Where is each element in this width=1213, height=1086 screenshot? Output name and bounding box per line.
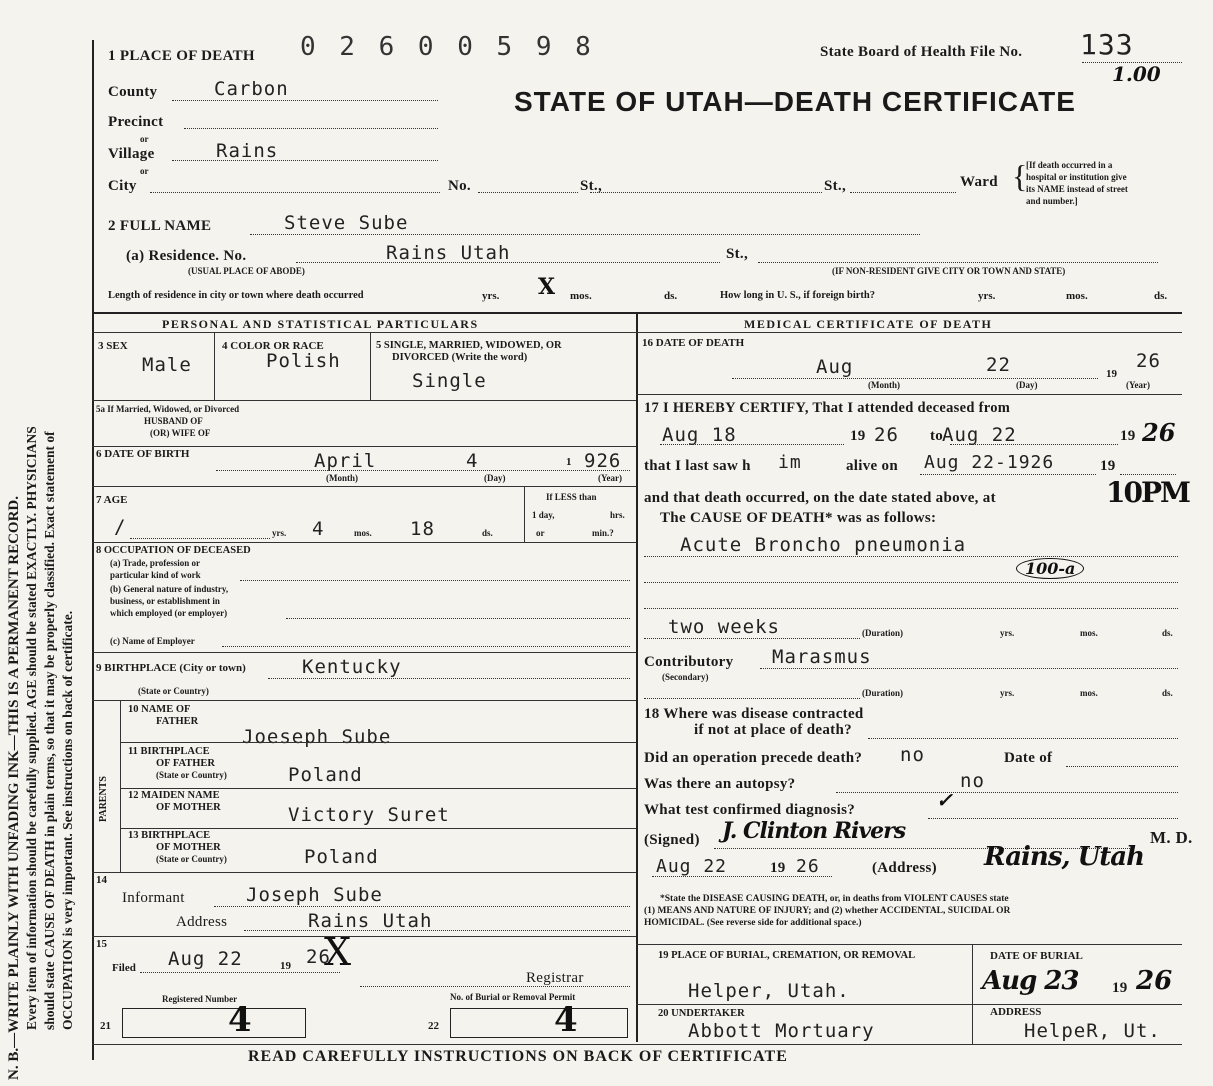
street-label: St., — [824, 178, 847, 194]
street-no-label: No. — [448, 178, 471, 194]
father-name: Joeseph Sube — [242, 726, 392, 748]
dod-month: Aug — [816, 356, 854, 378]
residence-value: Rains Utah — [386, 242, 511, 264]
mother-birthplace: Poland — [304, 846, 379, 868]
precinct-label: Precinct — [108, 114, 164, 130]
file-note: 1.00 — [1112, 62, 1161, 86]
filed-year: 26 — [306, 946, 331, 968]
color-value: Polish — [266, 350, 341, 372]
spouse-label-3: (OR) WIFE OF — [150, 428, 211, 438]
side-instructions-3: OCCUPATION is very important. See instructions on back of certificate. — [60, 610, 75, 1030]
operation-value: no — [900, 744, 925, 766]
mother-name: Victory Suret — [288, 804, 450, 826]
test-value: ✓ — [936, 788, 953, 812]
city-label: City — [108, 178, 137, 194]
signed-label: (Signed) — [644, 832, 700, 848]
file-no-label: State Board of Health File No. — [820, 44, 1023, 60]
side-instructions-2: should state CAUSE OF DEATH in plain terms, so that it may be properly classified. Exact statement of — [42, 431, 57, 1030]
parents-label: PARENTS — [98, 776, 109, 822]
registered-number-label: Registered Number — [162, 994, 238, 1004]
footer-instructions: READ CAREFULLY INSTRUCTIONS ON BACK OF CERTIFICATE — [248, 1048, 788, 1065]
county-value: Carbon — [214, 78, 289, 100]
undertaker-label: 20 UNDERTAKER — [658, 1008, 745, 1019]
burial-date-label: DATE OF BURIAL — [990, 950, 1083, 962]
hospital-note-4: and number.] — [1026, 196, 1078, 206]
center-divider — [636, 312, 638, 1042]
test-label: What test confirmed diagnosis? — [644, 802, 856, 818]
abode-note: (USUAL PLACE OF ABODE) — [188, 266, 305, 276]
occupation-label: 8 OCCUPATION OF DECEASED — [96, 545, 251, 556]
dob-label: 6 DATE OF BIRTH — [96, 448, 190, 460]
filed-label: Filed — [112, 962, 136, 974]
permit-label: No. of Burial or Removal Permit — [450, 992, 576, 1002]
father-birthplace: Poland — [288, 764, 363, 786]
last-saw-label: that I last saw h — [644, 458, 751, 474]
length-residence-label: Length of residence in city or town where death occurred — [108, 290, 364, 301]
dob-day: 4 — [466, 450, 479, 472]
spouse-label-2: HUSBAND OF — [144, 416, 203, 426]
hospital-note-1: [If death occurred in a — [1026, 160, 1113, 170]
burial-place-label: 19 PLACE OF BURIAL, CREMATION, OR REMOVAL — [658, 950, 916, 961]
dod-day: 22 — [986, 354, 1011, 376]
registrar-label: Registrar — [526, 970, 584, 986]
permit-number: 4 — [554, 1000, 578, 1040]
ward-label: Ward — [960, 174, 998, 190]
footnote-2: (1) MEANS AND NATURE OF INJURY; and (2) whether ACCIDENTAL, SUICIDAL OR — [644, 906, 1011, 916]
attended-from-year: 26 — [874, 424, 899, 446]
duration: two weeks — [668, 616, 780, 638]
birthplace-label: 9 BIRTHPLACE (City or town) — [96, 662, 246, 674]
county-label: County — [108, 84, 158, 100]
death-time: 10PM — [1106, 476, 1190, 509]
length-mark: X — [538, 274, 556, 300]
certify-statement: 17 I HEREBY CERTIFY, That I attended deceased from — [644, 400, 1011, 416]
age-mark: / — [114, 516, 127, 538]
marital-value: Single — [412, 370, 487, 392]
sex-label: 3 SEX — [98, 340, 128, 352]
age-months: 4 — [312, 518, 325, 540]
color-label: 4 COLOR OR RACE — [222, 340, 324, 352]
physician-signature: J. Clinton Rivers — [722, 818, 906, 844]
operation-label: Did an operation precede death? — [644, 750, 863, 766]
sex-value: Male — [142, 354, 192, 376]
dob-month: April — [314, 450, 377, 472]
q18-label-1: 18 Where was disease contracted — [644, 706, 864, 722]
filed-date: Aug 22 — [168, 948, 243, 970]
burial-year: 26 — [1136, 966, 1173, 996]
marital-label-1: 5 SINGLE, MARRIED, WIDOWED, OR — [376, 340, 562, 351]
cause-of-death: Acute Broncho pneumonia — [680, 534, 967, 556]
q18-label-2: if not at place of death? — [694, 722, 852, 738]
place-of-death-label: 1 PLACE OF DEATH — [108, 48, 255, 64]
us-length-label: How long in U. S., if foreign birth? — [720, 290, 875, 301]
nonresident-note: (IF NON-RESIDENT GIVE CITY OR TOWN AND STATE) — [832, 266, 1066, 276]
less-than-label: If LESS than — [546, 492, 597, 502]
attended-to: Aug 22 — [942, 424, 1017, 446]
physician-address-label: (Address) — [872, 860, 937, 876]
footnote-3: HOMICIDAL. (See reverse side for additional space.) — [644, 918, 862, 928]
burial-date: Aug 23 — [982, 966, 1079, 996]
age-label: 7 AGE — [96, 494, 128, 506]
filed-mark: X — [324, 930, 352, 974]
cause-label: The CAUSE OF DEATH* was as follows: — [660, 510, 937, 526]
autopsy-value: no — [960, 770, 985, 792]
last-saw-date: Aug 22-1926 — [924, 452, 1055, 473]
undertaker-address: HelpeR, Ut. — [1024, 1020, 1161, 1042]
residence-label: (a) Residence. No. — [126, 248, 247, 264]
dod-label: 16 DATE OF DEATH — [642, 337, 745, 349]
birthplace-value: Kentucky — [302, 656, 402, 678]
undertaker-address-label: ADDRESS — [990, 1006, 1042, 1018]
personal-heading: PERSONAL AND STATISTICAL PARTICULARS — [162, 317, 479, 331]
autopsy-label: Was there an autopsy? — [644, 776, 796, 792]
informant-address: Rains Utah — [308, 910, 433, 932]
marital-label-2: DIVORCED (Write the word) — [392, 352, 528, 363]
stamp-number: 0 2 6 0 0 5 9 8 — [300, 32, 595, 62]
burial-place: Helper, Utah. — [688, 980, 850, 1002]
contributory-cause: Marasmus — [772, 646, 872, 668]
certificate-title: STATE OF UTAH—DEATH CERTIFICATE — [514, 86, 1076, 117]
undertaker-name: Abbott Mortuary — [688, 1020, 875, 1042]
informant-name: Joseph Sube — [246, 884, 383, 906]
left-border — [92, 40, 94, 1060]
informant-label: Informant — [122, 890, 185, 906]
side-instructions-1: Every item of information should be carefully supplied. AGE should be stated EXACTLY. PHYSICIANS — [24, 426, 39, 1030]
full-name-value: Steve Sube — [284, 212, 409, 234]
medical-heading: MEDICAL CERTIFICATE OF DEATH — [744, 317, 993, 331]
signed-year: 26 — [796, 856, 820, 877]
informant-address-label: Address — [176, 914, 228, 930]
dob-year: 926 — [584, 450, 622, 472]
footnote-1: *State the DISEASE CAUSING DEATH, or, in deaths from VIOLENT CAUSES state — [660, 894, 1009, 904]
attended-to-year: 26 — [1142, 418, 1176, 447]
hospital-note-2: hospital or institution give — [1026, 172, 1127, 182]
village-value: Rains — [216, 140, 279, 162]
signed-date: Aug 22 — [656, 856, 728, 877]
side-warning: N. B.—WRITE PLAINLY WITH UNFADING INK—THIS IS A PERMANENT RECORD. — [6, 496, 22, 1080]
death-occurred-label: and that death occurred, on the date stated above, at — [644, 490, 996, 506]
hospital-note-3: its NAME instead of street — [1026, 184, 1128, 194]
physician-address: Rains, Utah — [984, 842, 1145, 872]
contributory-label: Contributory — [644, 654, 734, 670]
full-name-label: 2 FULL NAME — [108, 218, 212, 234]
dod-year: 26 — [1136, 350, 1161, 372]
registered-number: 4 — [228, 1000, 252, 1040]
spouse-label-1: 5a If Married, Widowed, or Divorced — [96, 404, 240, 414]
cause-code: 100-a — [1016, 558, 1084, 579]
age-days: 18 — [410, 518, 435, 540]
file-no: 133 — [1080, 28, 1134, 61]
date-of-label: Date of — [1004, 750, 1053, 766]
md-label: M. D. — [1150, 828, 1193, 847]
village-label: Village — [108, 146, 155, 162]
attended-from: Aug 18 — [662, 424, 737, 446]
